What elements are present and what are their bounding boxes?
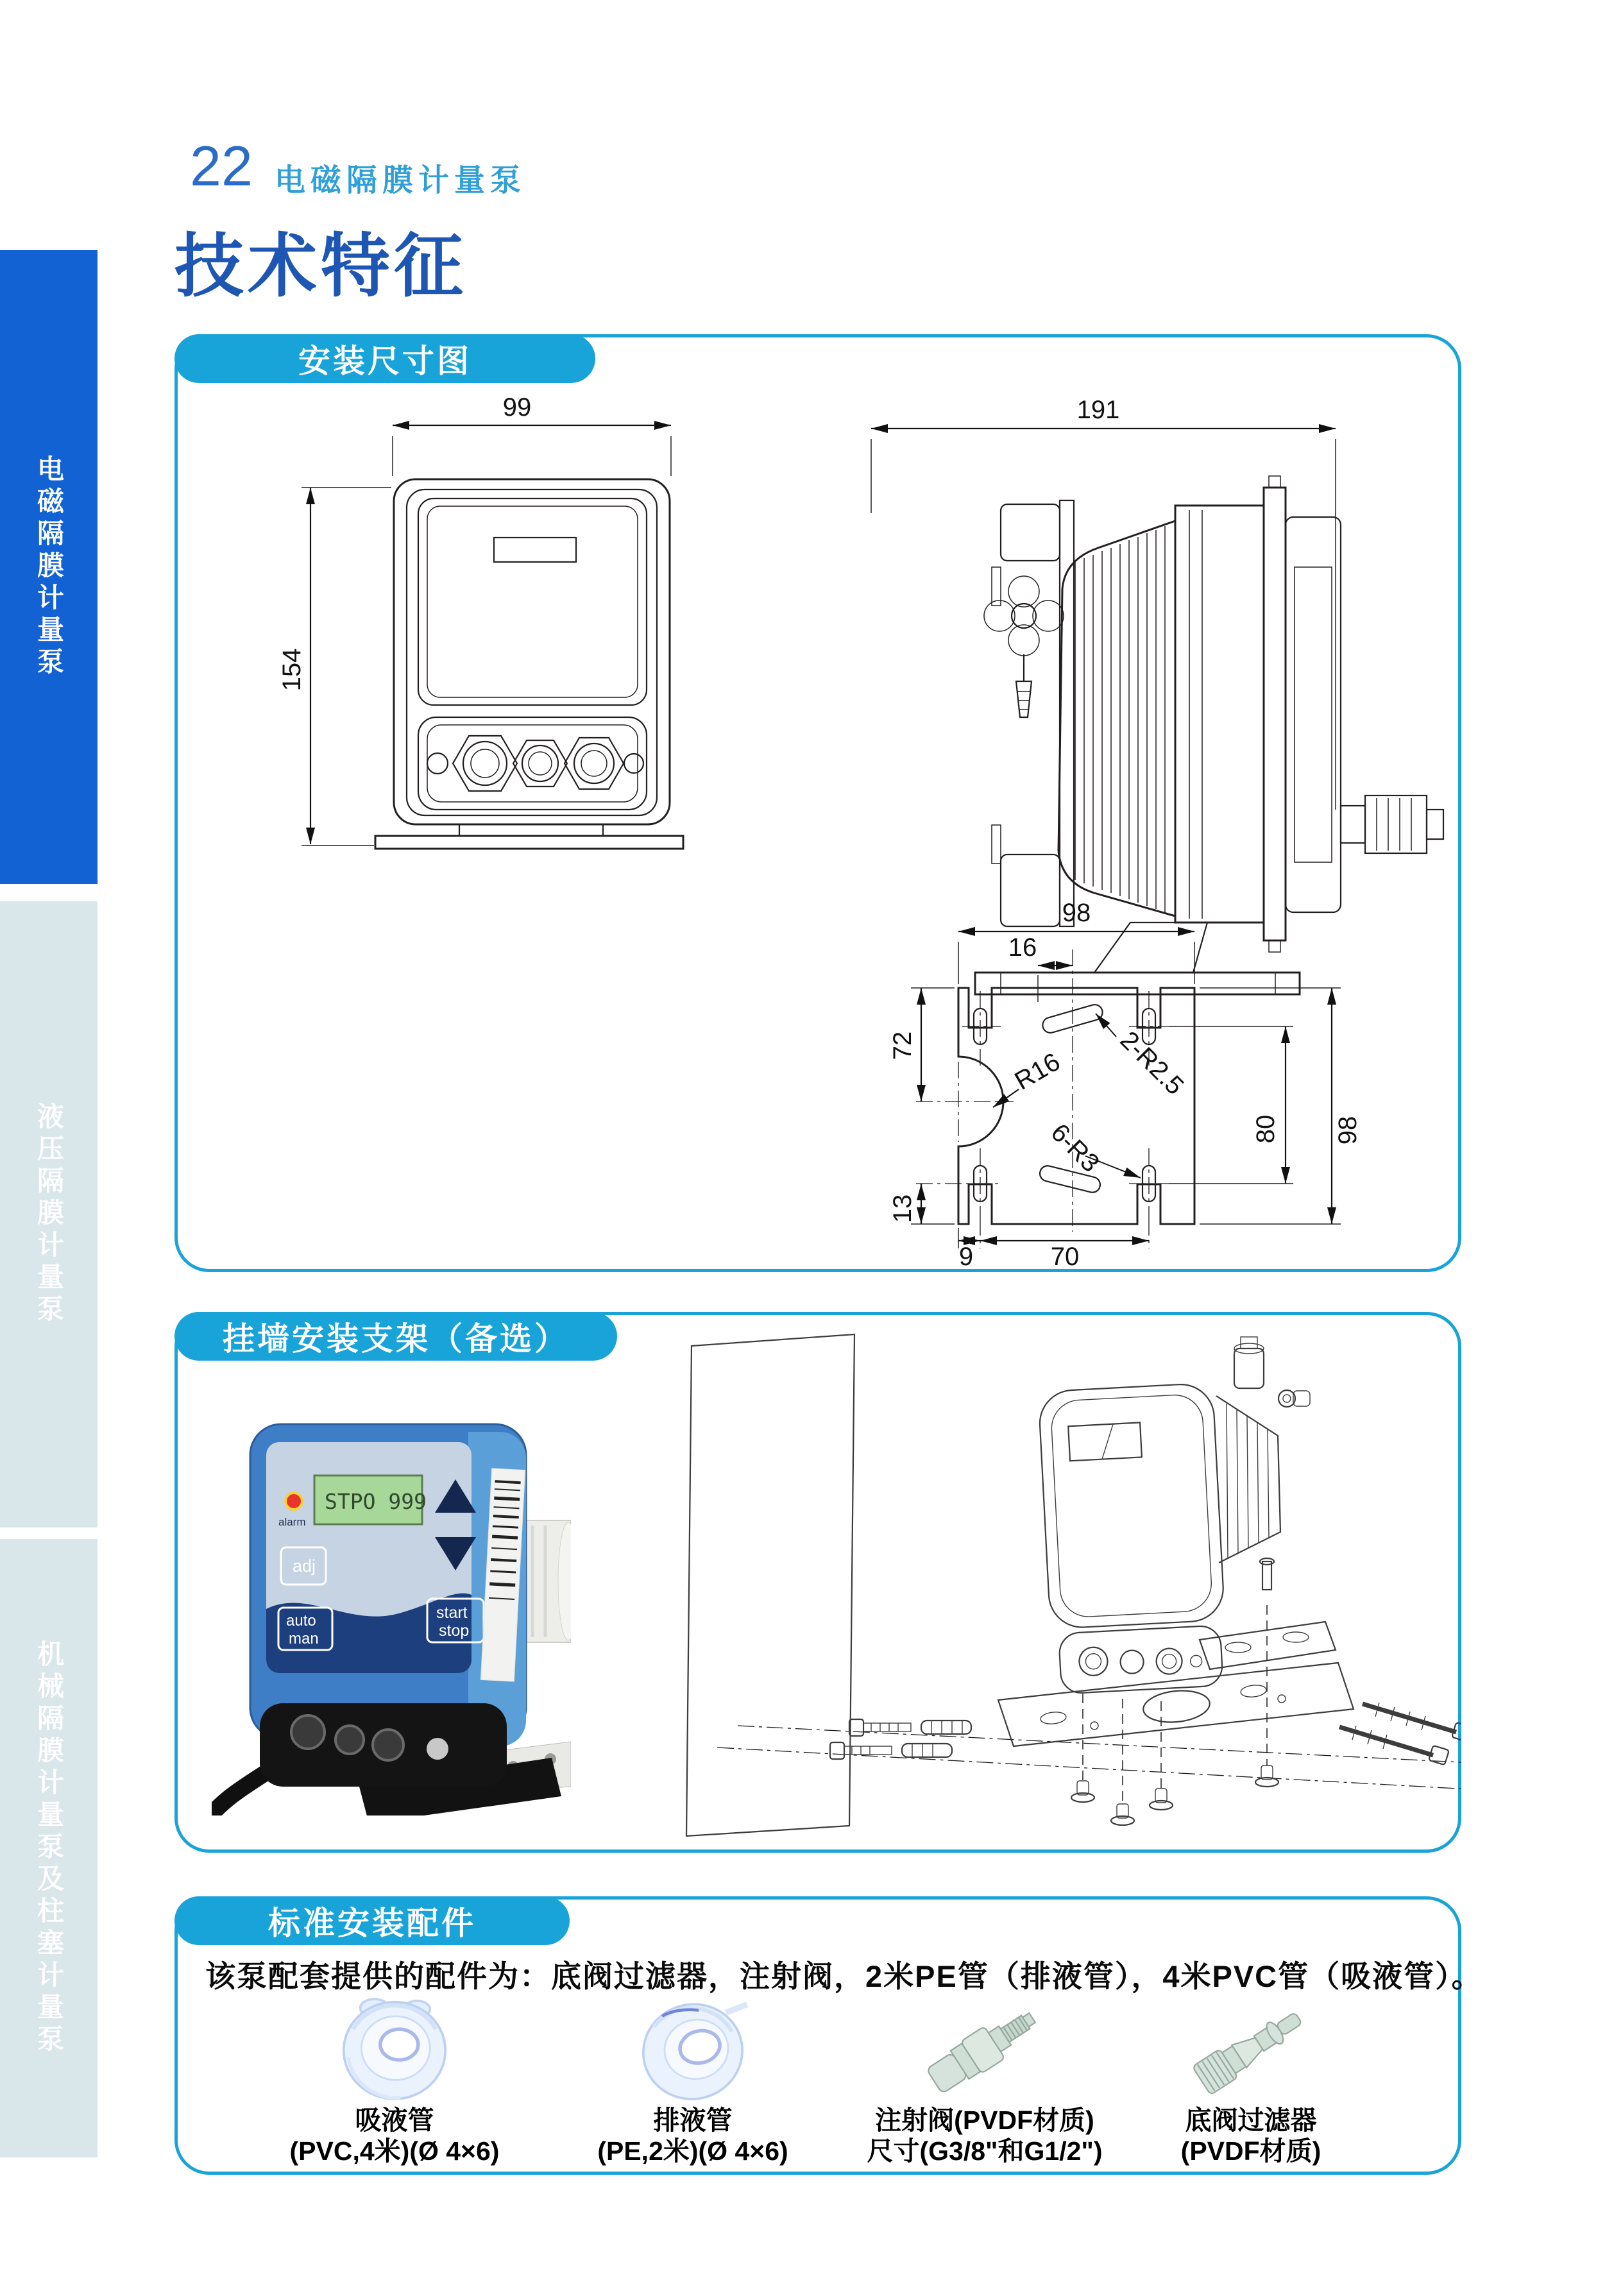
dim-plate-height-inner: 80 xyxy=(1252,1114,1280,1144)
accessory-spec: (PVDF材质) xyxy=(1180,2136,1321,2166)
callout-r16: R16 xyxy=(1010,1047,1066,1096)
foot-screw xyxy=(1262,1561,1271,1590)
sidebar-tab-hydraulic-pump xyxy=(0,901,98,1527)
alarm-label: alarm xyxy=(278,1516,306,1528)
section-label: 电磁隔膜计量泵 xyxy=(275,164,527,198)
panel-header-pill: 安装尺寸图 xyxy=(174,334,595,383)
side-view-drawing xyxy=(871,396,1443,994)
page-title: 技术特征 xyxy=(174,227,468,305)
panel-header-pill: 标准安装配件 xyxy=(174,1896,570,1945)
auto-label: auto xyxy=(286,1612,316,1629)
long-screws xyxy=(1339,1703,1461,1765)
accessory-item-foot-valve-filter xyxy=(1103,1993,1398,2167)
page-number: 22 xyxy=(190,134,253,198)
panel-standard-accessories xyxy=(174,1896,1483,2175)
panel-installation-dimensions xyxy=(174,334,1461,1272)
accessory-item-discharge-tube xyxy=(545,1993,840,2167)
sidebar-tab-solenoid-pump xyxy=(0,250,98,884)
stop-label: stop xyxy=(439,1622,470,1640)
wall-mount-exploded-diagram xyxy=(174,1312,1461,1853)
dim-plate-offset: 16 xyxy=(1008,933,1037,962)
sidebar-tab-label: 机械隔膜计量泵及柱塞计量泵 xyxy=(34,1640,64,2057)
lcd-text: STPO 999 xyxy=(325,1489,427,1514)
discharge-tube-image xyxy=(619,1993,767,2105)
pump-foot xyxy=(1200,1622,1336,1669)
mounting-plate-drawing xyxy=(888,899,1362,1271)
vent-valve xyxy=(1234,1348,1264,1388)
accessory-item-suction-tube xyxy=(247,1993,542,2167)
accessory-item-injection-valve xyxy=(837,1993,1132,2167)
callout-6-r3: 6-R3 xyxy=(1045,1118,1105,1178)
accessory-spec: (PVC,4米)(Ø 4×6) xyxy=(289,2136,500,2166)
panel-wall-bracket xyxy=(174,1312,1461,1853)
injection-valve-image xyxy=(911,1993,1058,2105)
accessories-description: 该泵配套提供的配件为：底阀过滤器，注射阀，2米PE管（排液管），4米PVC管（吸液管）。 xyxy=(205,1959,1483,1993)
accessory-name: 注射阀(PVDF材质) xyxy=(875,2105,1094,2135)
suction-tube-image xyxy=(321,1993,468,2105)
sidebar-tab-mechanical-pump xyxy=(0,1539,98,2157)
wall-sheet xyxy=(686,1334,854,1836)
wall-screws xyxy=(830,1719,971,1759)
bottom-bolts xyxy=(1071,1765,1278,1825)
dim-plate-edge-left: 9 xyxy=(958,1243,974,1271)
dim-plate-bottom-left: 13 xyxy=(888,1194,917,1223)
accessory-name: 排液管 xyxy=(653,2105,733,2135)
accessory-spec: (PE,2米)(Ø 4×6) xyxy=(597,2136,788,2166)
front-view-drawing xyxy=(278,393,683,849)
dim-plate-height-left: 72 xyxy=(888,1031,917,1060)
dimension-drawings xyxy=(174,334,1461,1272)
dim-plate-span-bottom: 70 xyxy=(1050,1243,1080,1271)
exploded-pump xyxy=(1038,1382,1228,1694)
dim-front-width: 99 xyxy=(502,393,532,421)
start-label: start xyxy=(436,1604,468,1622)
dim-side-length: 191 xyxy=(1076,396,1120,424)
bracket-plate-exploded xyxy=(998,1663,1354,1746)
accessory-name: 底阀过滤器 xyxy=(1185,2105,1317,2135)
accessory-spec: 尺寸(G3/8"和G1/2") xyxy=(867,2136,1103,2166)
dim-plate-width-top: 98 xyxy=(1062,899,1091,927)
foot-valve-filter-image xyxy=(1177,1993,1325,2105)
man-label: man xyxy=(289,1630,319,1647)
adj-label: adj xyxy=(293,1556,316,1576)
panel-header-pill: 挂墙安装支架（备选） xyxy=(174,1312,617,1361)
accessory-name: 吸液管 xyxy=(355,2105,434,2135)
dim-plate-height-right: 98 xyxy=(1334,1116,1362,1145)
sidebar-tab-label: 液压隔膜计量泵 xyxy=(34,1102,64,1327)
dim-front-height: 154 xyxy=(278,648,306,692)
sidebar-tab-label: 电磁隔膜计量泵 xyxy=(34,455,64,679)
callout-2-r2-5: 2-R2.5 xyxy=(1114,1026,1189,1101)
